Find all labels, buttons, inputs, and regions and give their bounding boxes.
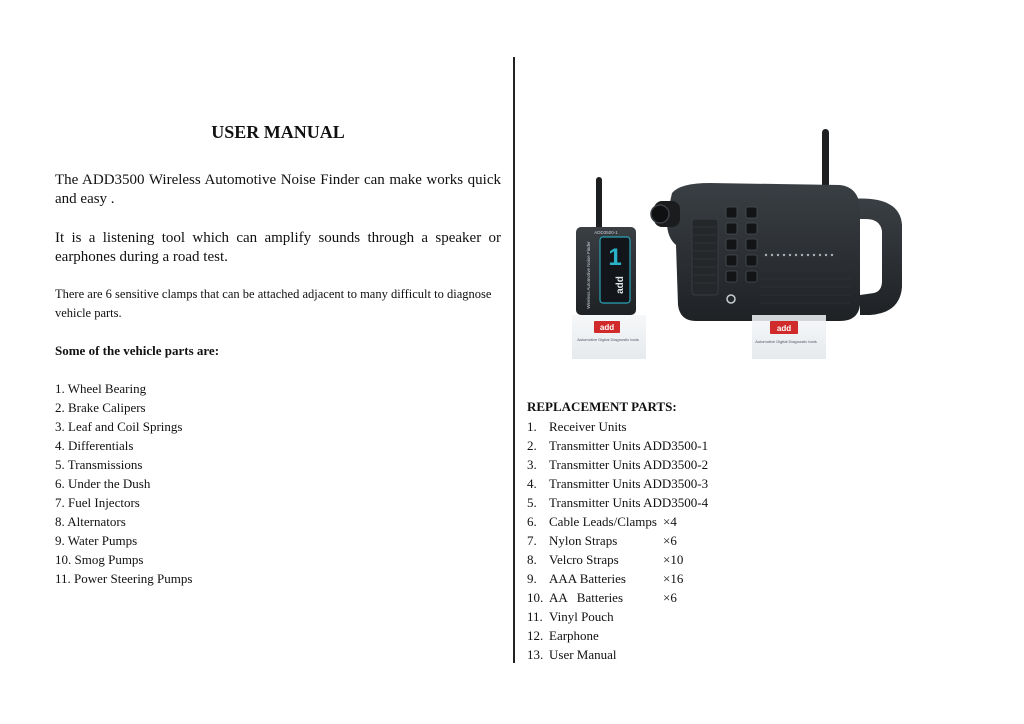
list-item: 4. Transmitter Units ADD3500-3 bbox=[527, 476, 709, 491]
list-item: 1. Receiver Units bbox=[527, 419, 627, 434]
list-item: 7. Nylon Straps ×6 bbox=[527, 533, 677, 548]
replacement-heading: REPLACEMENT PARTS: bbox=[527, 399, 677, 414]
list-item: 5. Transmissions bbox=[55, 457, 143, 472]
intro-paragraph-2: It is a listening tool which can amplify sounds through a speaker or earphones during a road test. bbox=[55, 230, 501, 265]
page-title: USER MANUAL bbox=[211, 122, 345, 142]
stand-caption: Automotive Digital Diagnostic tools bbox=[577, 337, 639, 342]
product-photo bbox=[560, 115, 924, 365]
vehicle-parts-list bbox=[55, 379, 192, 588]
right-stand bbox=[752, 315, 826, 359]
stand-caption: Automotive Digital Diagnostic tools bbox=[755, 339, 817, 344]
list-item: 8. Alternators bbox=[55, 514, 126, 529]
list-item: 7. Fuel Injectors bbox=[55, 495, 140, 510]
parts-heading: Some of the vehicle parts are: bbox=[55, 343, 220, 358]
stand-logo-text: add bbox=[776, 324, 792, 333]
list-item: 10. Smog Pumps bbox=[55, 552, 144, 567]
list-item: 11. Vinyl Pouch bbox=[527, 609, 614, 624]
list-item: 9. Water Pumps bbox=[55, 533, 138, 548]
list-item: 11. Power Steering Pumps bbox=[55, 571, 193, 586]
list-item: 13. User Manual bbox=[527, 647, 617, 662]
list-item: 2. Transmitter Units ADD3500-1 bbox=[527, 438, 709, 453]
intro-paragraph-1: The ADD3500 Wireless Automotive Noise Finder can make works quick and easy . bbox=[55, 172, 501, 207]
transmitter-side-text: Wireless Automotive Noise Finder bbox=[586, 241, 591, 309]
transmitter-number: 1 bbox=[608, 244, 622, 271]
list-item: 3. Leaf and Coil Springs bbox=[55, 419, 183, 434]
list-item: 6. Under the Dush bbox=[55, 476, 151, 491]
list-item: 8. Velcro Straps ×10 bbox=[527, 552, 684, 567]
list-item: 5. Transmitter Units ADD3500-4 bbox=[527, 495, 709, 510]
speaker-grille bbox=[692, 219, 718, 295]
microphone-icon bbox=[651, 205, 669, 223]
list-item: 9. AAA Batteries ×16 bbox=[527, 571, 684, 586]
left-stand bbox=[572, 315, 646, 359]
list-item: 3. Transmitter Units ADD3500-2 bbox=[527, 457, 709, 472]
receiver-antenna bbox=[822, 129, 829, 189]
receiver-unit bbox=[651, 129, 902, 321]
list-item: 6. Cable Leads/Clamps ×4 bbox=[527, 514, 677, 529]
list-item: 2. Brake Calipers bbox=[55, 400, 146, 415]
list-item: 4. Differentials bbox=[55, 438, 134, 453]
replacement-parts-list bbox=[527, 417, 709, 664]
intro-paragraph-3: There are 6 sensitive clamps that can be attached adjacent to many difficult to diagnose vehicle parts. bbox=[55, 287, 492, 320]
transmitter-logo: add bbox=[615, 276, 626, 294]
list-item: 1. Wheel Bearing bbox=[55, 381, 147, 396]
transmitter-unit bbox=[576, 177, 636, 315]
list-item: 12. Earphone bbox=[527, 628, 599, 643]
list-item: 10. AA Batteries ×6 bbox=[527, 590, 677, 605]
column-divider bbox=[513, 57, 515, 663]
stand-logo-text: add bbox=[599, 323, 615, 332]
transmitter-model: ADD3500-1 bbox=[594, 230, 618, 235]
